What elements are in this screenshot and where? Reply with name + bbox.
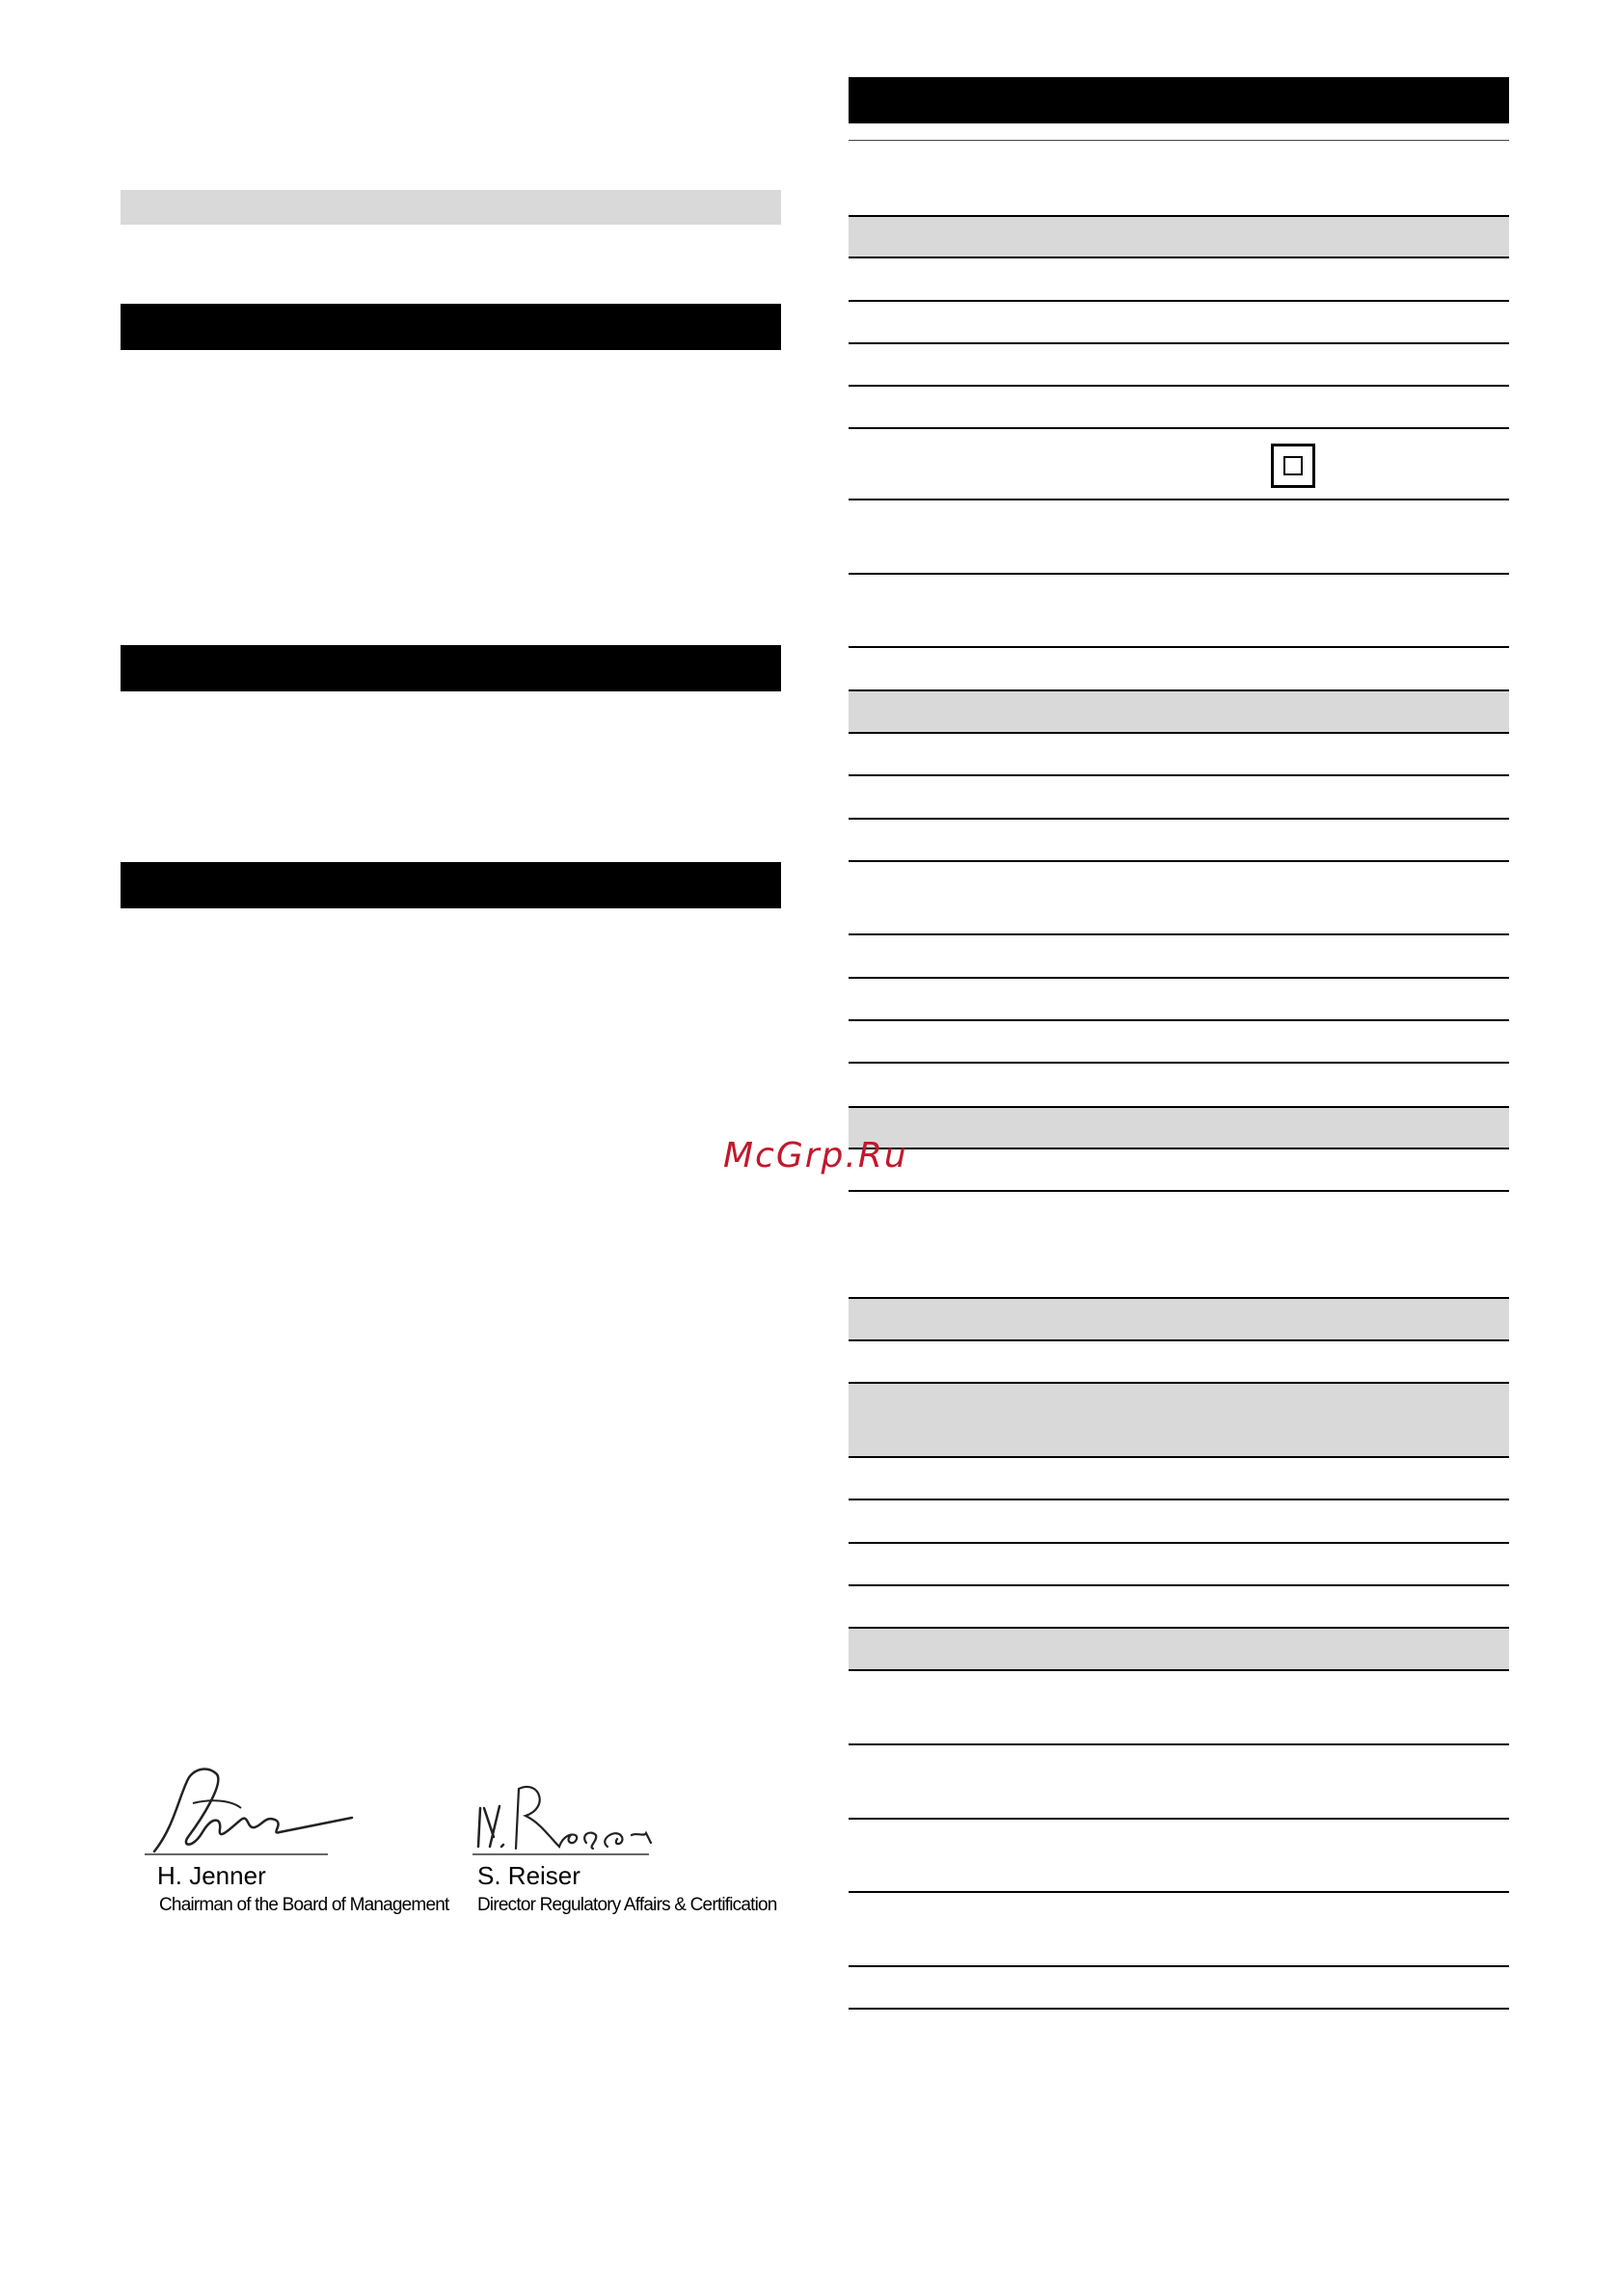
watermark: McGrp.Ru: [723, 1136, 908, 1175]
table-row-rule: [849, 732, 1509, 734]
table-row-rule: [849, 385, 1509, 387]
left-heading-bar-1: [121, 304, 781, 350]
table-row-rule: [849, 342, 1509, 344]
signature-line-2: [472, 1853, 649, 1855]
signatory-name-1: H. Jenner: [157, 1861, 266, 1890]
table-row-rule: [849, 1818, 1509, 1820]
double-insulation-icon: [1271, 444, 1315, 488]
table-row-rule: [849, 1062, 1509, 1064]
table-section-band: [849, 1298, 1509, 1339]
signature-line-1: [145, 1853, 328, 1855]
table-row-rule: [849, 573, 1509, 575]
table-header-bar: [849, 77, 1509, 123]
table-row-rule: [849, 860, 1509, 862]
table-row-rule: [849, 689, 1509, 691]
signatory-name-2: S. Reiser: [477, 1861, 580, 1890]
table-row-rule: [849, 427, 1509, 429]
left-heading-bar-2: [121, 645, 781, 691]
table-section-band: [849, 216, 1509, 257]
signature-reiser: [472, 1779, 665, 1856]
table-row-rule: [849, 300, 1509, 302]
signatory-title-2: Director Regulatory Affairs & Certification: [477, 1895, 777, 1915]
table-row-rule: [849, 774, 1509, 776]
table-row-rule: [849, 1542, 1509, 1544]
table-row-rule: [849, 1499, 1509, 1500]
table-row-rule: [849, 1891, 1509, 1893]
table-row-rule: [849, 215, 1509, 217]
table-row-rule: [849, 1584, 1509, 1586]
left-heading-bar-3: [121, 862, 781, 908]
table-row-rule: [849, 2008, 1509, 2010]
table-rule: [849, 140, 1509, 141]
table-section-band: [849, 690, 1509, 732]
table-row-rule: [849, 1965, 1509, 1967]
table-row-rule: [849, 1382, 1509, 1384]
table-section-band: [849, 1628, 1509, 1669]
signature-jenner: [135, 1760, 366, 1866]
table-section-band: [849, 1383, 1509, 1456]
table-row-rule: [849, 933, 1509, 935]
table-row-rule: [849, 1019, 1509, 1021]
table-row-rule: [849, 1339, 1509, 1341]
table-row-rule: [849, 1148, 1509, 1149]
table-row-rule: [849, 1669, 1509, 1671]
signatory-title-1: Chairman of the Board of Management: [159, 1895, 449, 1915]
table-row-rule: [849, 1743, 1509, 1745]
table-row-rule: [849, 818, 1509, 820]
table-row-rule: [849, 1627, 1509, 1629]
table-row-rule: [849, 1190, 1509, 1192]
table-row-rule: [849, 499, 1509, 500]
left-section-band: [121, 190, 781, 225]
table-row-rule: [849, 1456, 1509, 1458]
table-row-rule: [849, 977, 1509, 979]
table-section-band: [849, 1107, 1509, 1148]
table-row-rule: [849, 646, 1509, 648]
table-row-rule: [849, 257, 1509, 258]
table-row-rule: [849, 1106, 1509, 1108]
table-row-rule: [849, 1297, 1509, 1299]
